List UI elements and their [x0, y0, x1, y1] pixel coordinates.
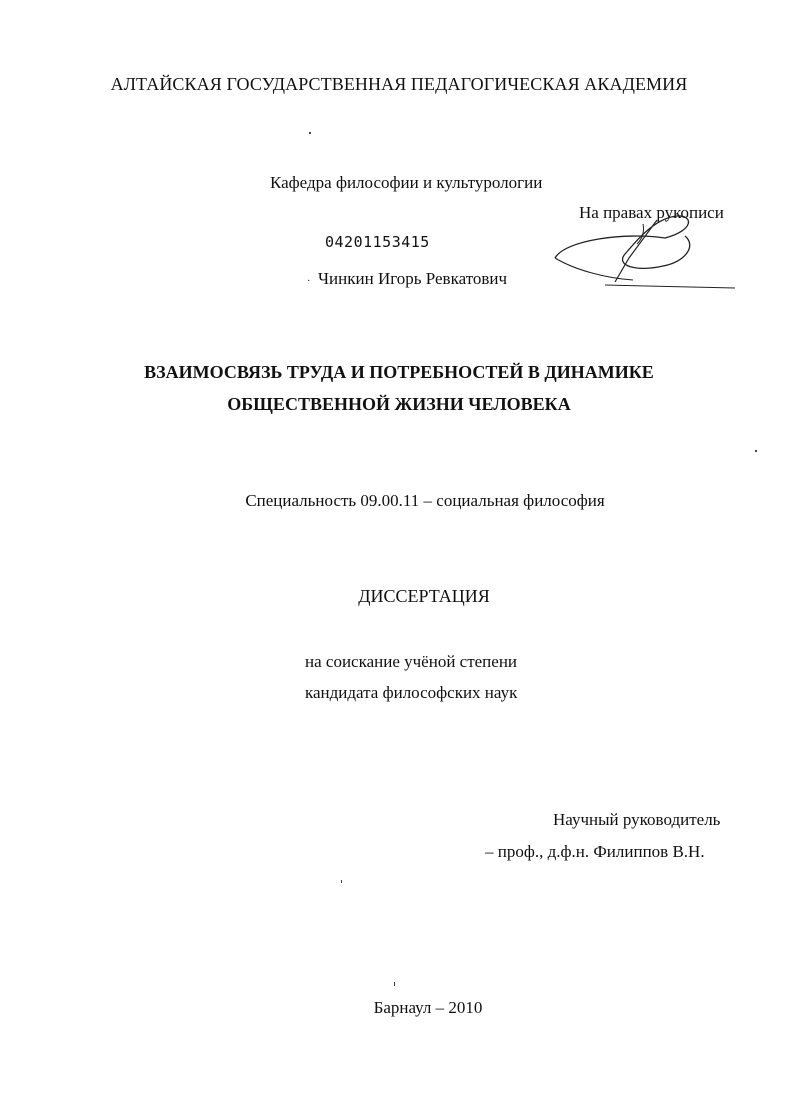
- scan-speck: [394, 982, 395, 986]
- signature-icon: [545, 210, 740, 295]
- thesis-title-line-1: ВЗАИМОСВЯЗЬ ТРУДА И ПОТРЕБНОСТЕЙ В ДИНАМИКЕ: [144, 362, 654, 382]
- scan-dot: ·: [307, 276, 311, 287]
- degree-line-2: кандидата философских наук: [305, 683, 518, 702]
- manuscript-note: На правах рукописи: [579, 203, 724, 222]
- department-name: Кафедра философии и культурологии: [270, 173, 543, 192]
- supervisor-label: Научный руководитель: [553, 810, 721, 829]
- document-type: ДИССЕРТАЦИЯ: [358, 586, 490, 606]
- institution-name: АЛТАЙСКАЯ ГОСУДАРСТВЕННАЯ ПЕДАГОГИЧЕСКАЯ АКАДЕМИЯ: [110, 74, 688, 94]
- registration-number: 04201153415: [325, 233, 430, 251]
- scan-speck: [309, 132, 311, 134]
- scan-speck: [341, 880, 342, 883]
- author-name: Чинкин Игорь Ревкатович: [318, 269, 508, 288]
- thesis-title-line-2: ОБЩЕСТВЕННОЙ ЖИЗНИ ЧЕЛОВЕКА: [227, 394, 571, 414]
- supervisor-name: – проф., д.ф.н. Филиппов В.Н.: [485, 842, 705, 861]
- degree-line-1: на соискание учёной степени: [305, 652, 518, 671]
- specialty: Специальность 09.00.11 – социальная философия: [245, 491, 605, 510]
- city-year: Барнаул – 2010: [373, 998, 483, 1017]
- scan-speck: [755, 450, 757, 452]
